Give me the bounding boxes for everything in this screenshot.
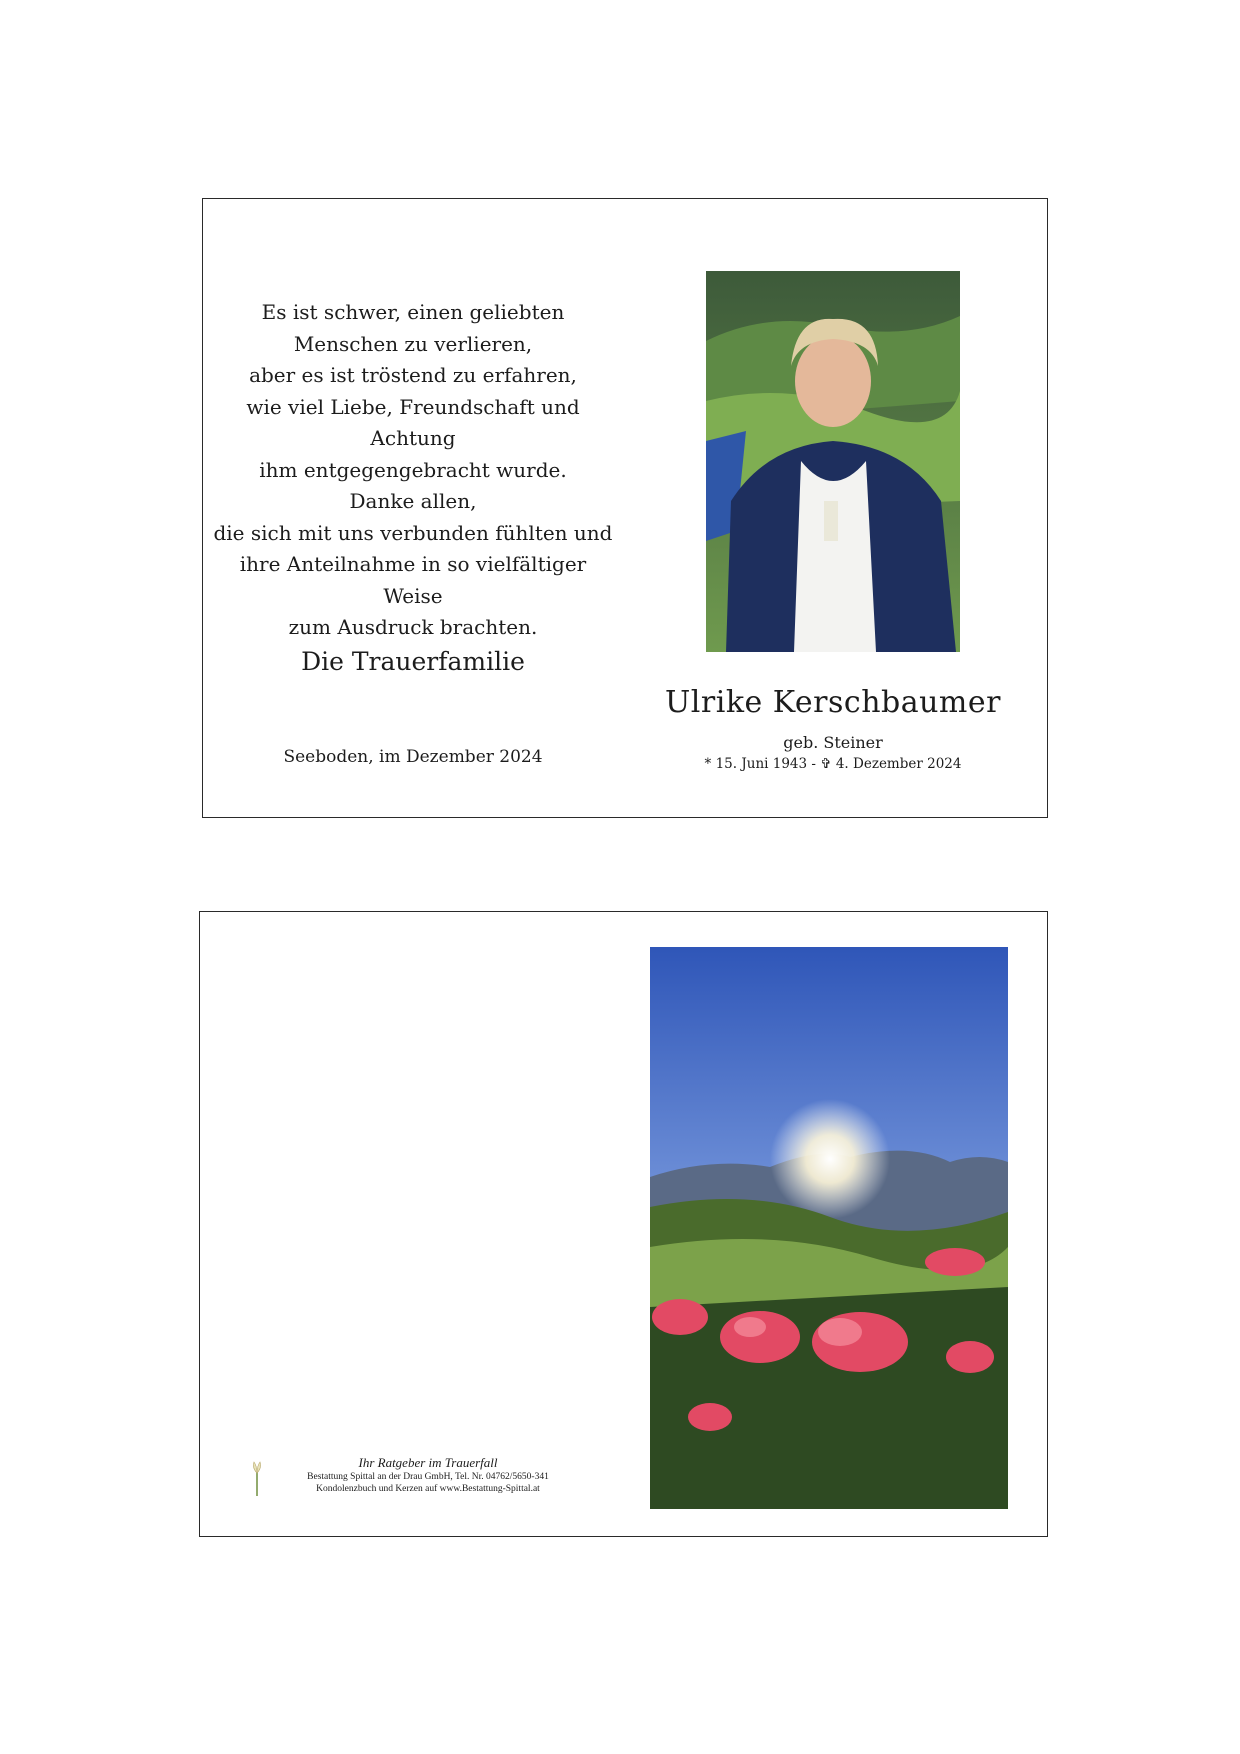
- place-date: Seeboden, im Dezember 2024: [283, 747, 543, 767]
- poem-line: Danke allen,: [349, 489, 477, 513]
- deceased-name: Ulrike Kerschbaumer: [665, 685, 1001, 720]
- poem-line: zum Ausdruck brachten.: [288, 615, 538, 639]
- poem-line: ihm entgegengebracht wurde.: [259, 457, 567, 482]
- poem-line: Es ist schwer, einen geliebten: [261, 300, 565, 324]
- card-front: [202, 198, 1048, 818]
- poem-stanza-2: [213, 486, 613, 644]
- undertaker-contact: Bestattung Spittal an der Drau GmbH, Tel. Nr. 04762/5650-341: [307, 1472, 549, 1482]
- poem-stanza-1: [213, 297, 613, 486]
- poem-line: ihre Anteilnahme in so vielfältiger Weise: [239, 552, 587, 608]
- portrait-photo: [706, 271, 960, 652]
- undertaker-motto: Ihr Ratgeber im Trauerfall: [358, 1455, 498, 1470]
- maiden-name: geb. Steiner: [783, 733, 883, 752]
- undertaker-info: [278, 1455, 578, 1495]
- landscape-photo: [650, 947, 1008, 1509]
- undertaker-website: Kondolenzbuch und Kerzen auf www.Bestattung-Spittal.at: [316, 1484, 540, 1494]
- poem-line: aber es ist tröstend zu erfahren,: [249, 363, 577, 387]
- poem-line: Menschen zu verlieren,: [293, 331, 533, 356]
- life-dates: * 15. Juni 1943 - ✞ 4. Dezember 2024: [704, 756, 962, 772]
- signoff: Die Trauerfamilie: [301, 647, 525, 676]
- card-back: [199, 911, 1048, 1537]
- poem-line: wie viel Liebe, Freundschaft und Achtung: [246, 394, 580, 450]
- lily-icon: [251, 1460, 263, 1496]
- poem-line: die sich mit uns verbunden fühlten und: [213, 520, 613, 545]
